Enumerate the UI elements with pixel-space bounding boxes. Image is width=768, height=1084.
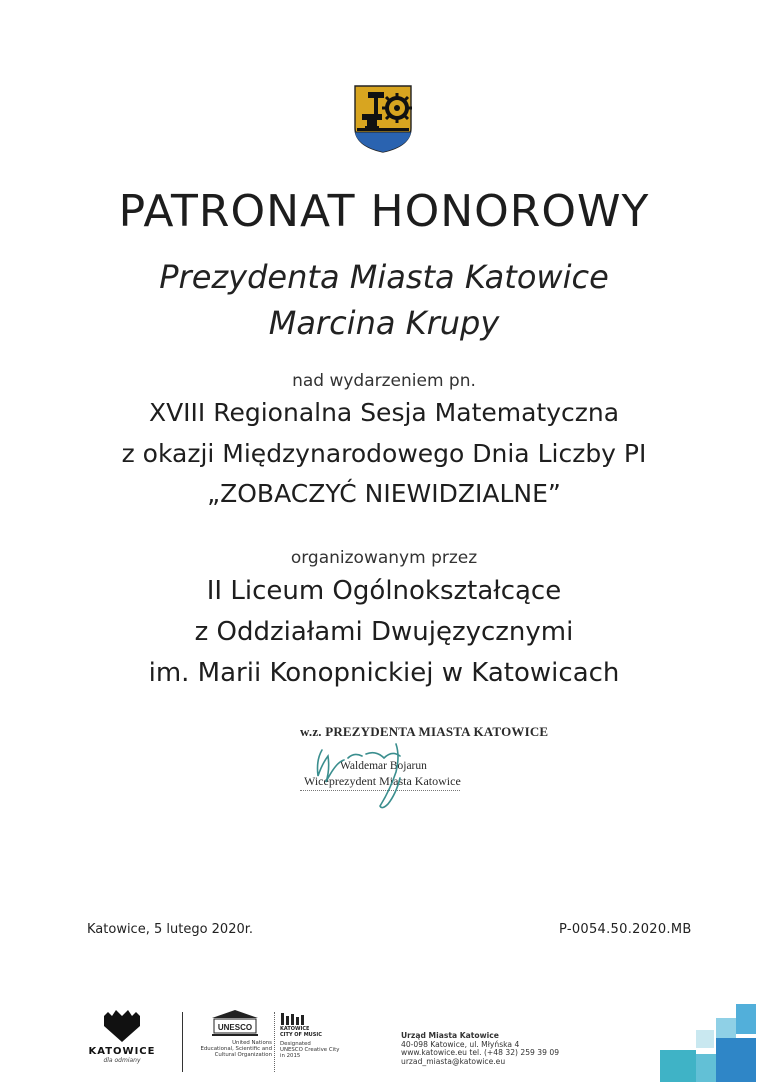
signatory-name: Waldemar Bojarun [340, 760, 427, 772]
katowice-heart-logo-icon [100, 1008, 144, 1044]
katowice-coat-of-arms-icon [353, 84, 413, 154]
city-of-music-text-3: in 2015 [280, 1053, 301, 1060]
city-office-name: Urząd Miasta Katowice [401, 1031, 499, 1040]
event-line-3: „ZOBACZYĆ NIEWIDZIALNE” [207, 479, 561, 508]
decor-square [660, 1050, 696, 1082]
city-office-address: 40-098 Katowice, ul. Młyńska 4 [401, 1039, 520, 1049]
katowice-logo-name: KATOWICE [88, 1046, 156, 1057]
city-of-music-name-2: CITY OF MUSIC [280, 1032, 322, 1038]
city-office-contact [401, 1032, 559, 1066]
unesco-temple-logo-icon [210, 1008, 260, 1038]
certificate-title: PATRONAT HONOROWY [118, 186, 650, 237]
organizer-line-2: z Oddziałami Dwujęzycznymi [194, 617, 574, 647]
decor-square [696, 1054, 716, 1082]
organizer-line-3: im. Marii Konopnickiej w Katowicach [148, 658, 620, 688]
issue-date: Katowice, 5 lutego 2020r. [87, 922, 254, 937]
city-of-music-text-2: UNESCO Creative City [280, 1047, 340, 1054]
decor-square [716, 1018, 736, 1038]
event-intro: nad wydarzeniem pn. [292, 371, 476, 391]
event-line-1: XVIII Regionalna Sesja Matematyczna [148, 398, 620, 427]
decor-square [696, 1030, 714, 1048]
city-of-music-block [280, 1012, 360, 1060]
katowice-logo [88, 1008, 156, 1074]
signatory-role: Wiceprezydent Miasta Katowice [304, 774, 461, 788]
unesco-block [186, 1008, 272, 1059]
city-of-music-name-1: KATOWICE [280, 1026, 310, 1032]
unesco-text-1: United Nations [232, 1040, 272, 1046]
decorative-squares [652, 1002, 768, 1084]
reference-number: P-0054.50.2020.MB [559, 922, 692, 937]
decor-square [716, 1038, 756, 1082]
event-line-2: z okazji Międzynarodowego Dnia Liczby PI [121, 439, 647, 468]
city-of-music-text-1: Designated [280, 1041, 311, 1047]
unesco-text-3: Cultural Organization [214, 1052, 272, 1059]
city-office-web-phone: www.katowice.eu tel. (+48 32) 259 39 09 [401, 1048, 560, 1058]
signature-header: w.z. PREZYDENTA MIASTA KATOWICE [300, 724, 549, 739]
patron-line-2: Marcina Krupy [268, 304, 500, 342]
footer-dotted-separator [274, 1012, 275, 1072]
patron-line-1: Prezydenta Miasta Katowice [159, 258, 609, 296]
organizer-intro: organizowanym przez [290, 548, 478, 568]
unesco-label: UNESCO [217, 1023, 253, 1032]
organizer-line-1: II Liceum Ogólnokształcące [206, 576, 562, 606]
handwritten-signature-icon [296, 720, 486, 820]
katowice-logo-tagline: dla odmiany [103, 1057, 141, 1064]
footer-separator [182, 1012, 183, 1072]
decor-square [736, 1004, 756, 1034]
unesco-text-2: Educational, Scientific and [200, 1046, 272, 1053]
city-of-music-logo-icon [280, 1012, 310, 1026]
city-office-email: urzad_miasta@katowice.eu [401, 1056, 506, 1066]
